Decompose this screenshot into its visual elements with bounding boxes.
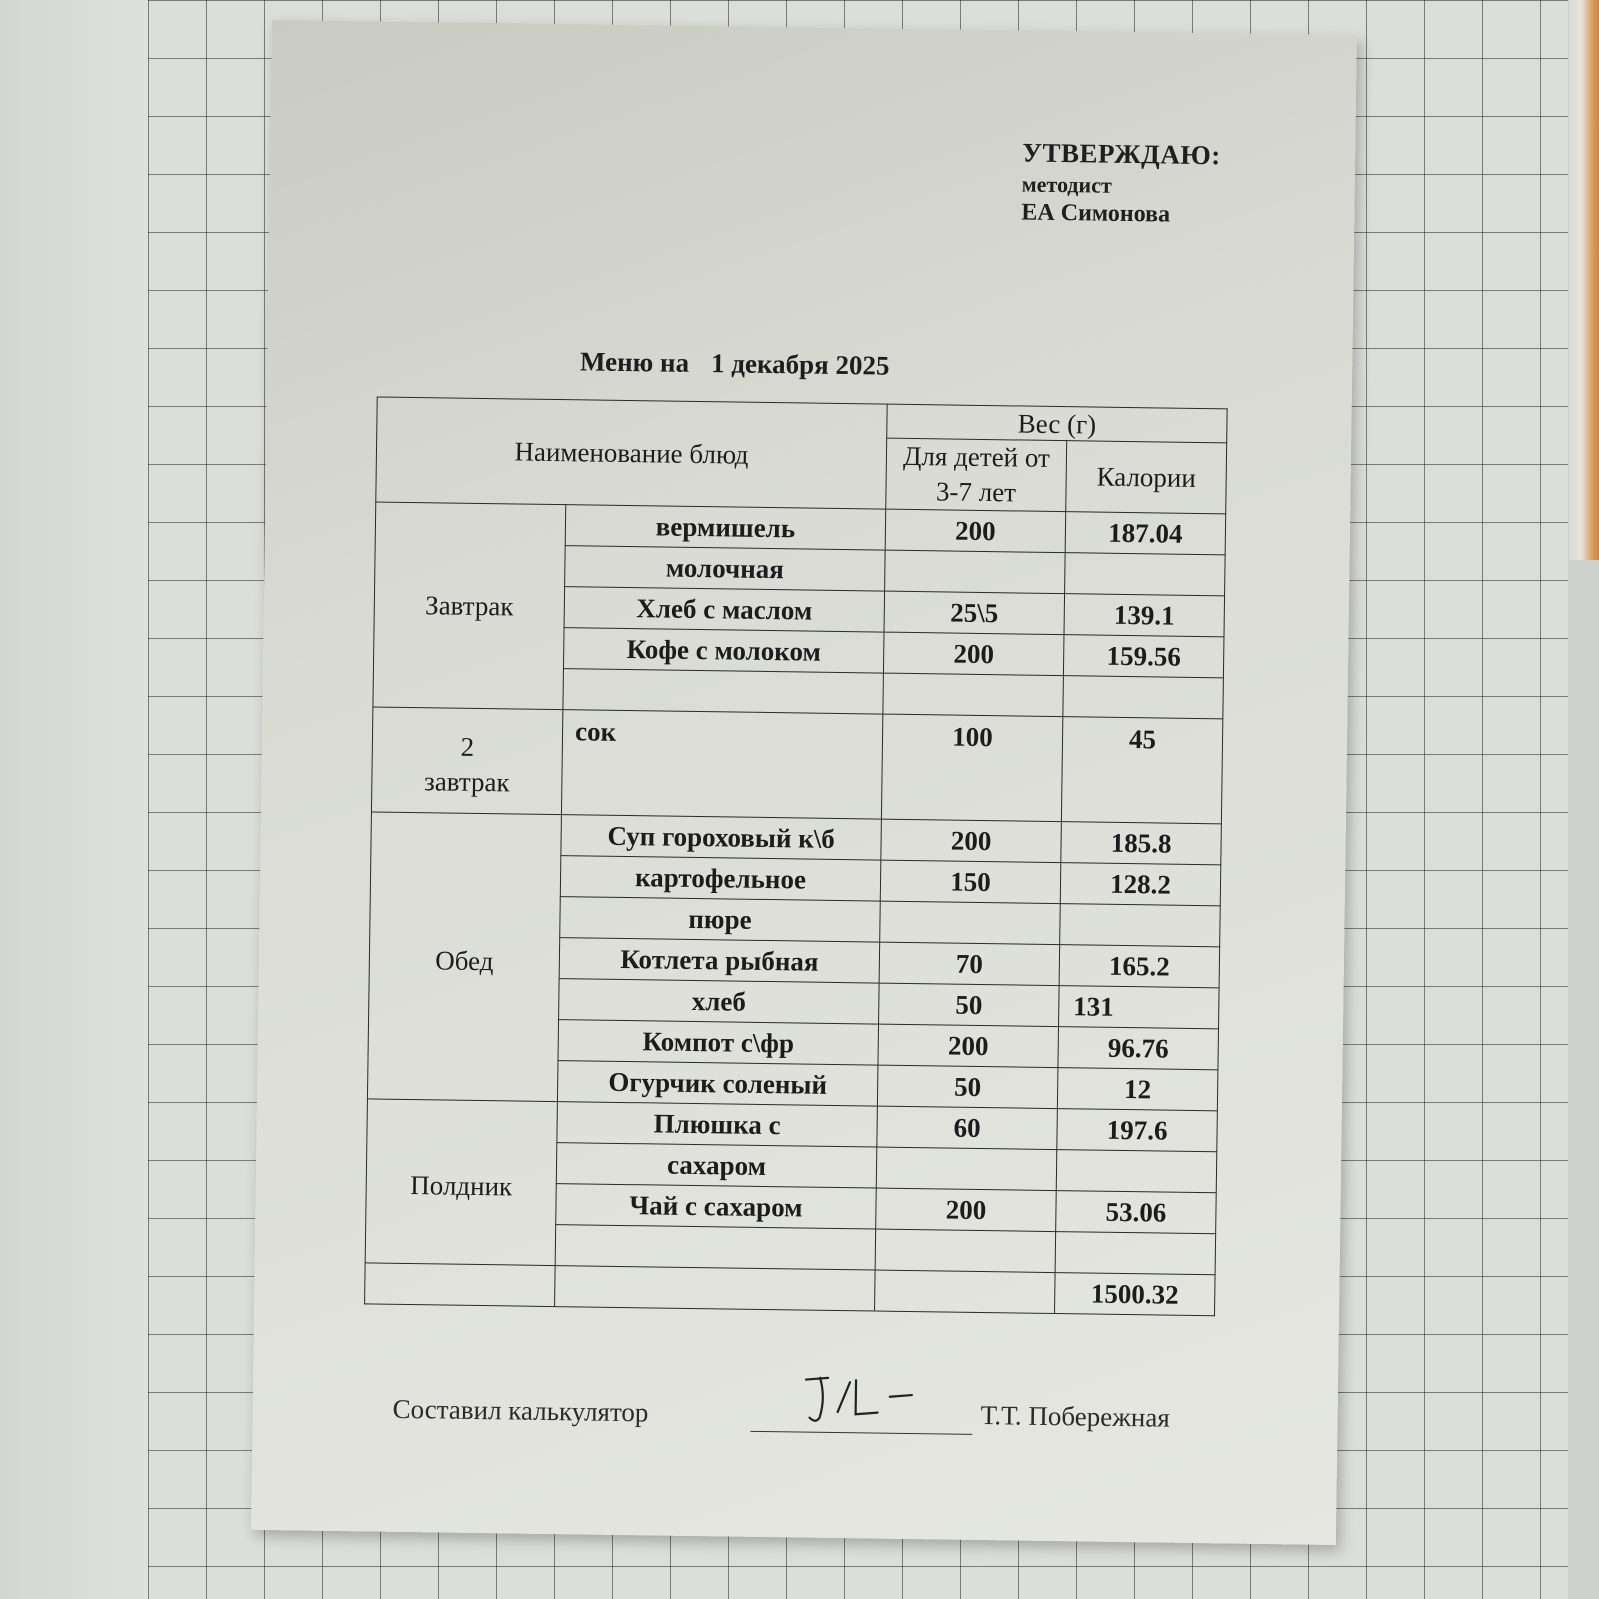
approval-name: ЕА Симонова	[1021, 199, 1171, 228]
calories-cell	[1060, 904, 1221, 947]
dish-cell: Хлеб с маслом	[564, 587, 885, 632]
meal-second-breakfast-line2: завтрак	[423, 766, 510, 798]
weight-cell: 25\5	[884, 591, 1065, 635]
weight-cell	[875, 1229, 1056, 1273]
footer-label: Составил калькулятор	[392, 1393, 649, 1428]
approval-role: методист	[1021, 171, 1112, 198]
dish-cell: молочная	[565, 546, 886, 591]
compiler-name: Т.Т. Побережная	[980, 1400, 1170, 1433]
weight-cell	[883, 673, 1064, 717]
calories-cell	[1063, 676, 1224, 719]
dish-cell: вермишель	[565, 505, 886, 550]
calories-cell	[1056, 1150, 1217, 1193]
weight-cell: 200	[881, 819, 1062, 863]
dish-cell: Огурчик соленый	[557, 1061, 878, 1106]
calories-cell: 197.6	[1057, 1109, 1218, 1152]
meal-second-breakfast-line1: 2	[460, 731, 475, 762]
calories-cell: 96.76	[1058, 1027, 1219, 1070]
footer	[392, 1384, 1293, 1457]
calories-cell: 139.1	[1064, 594, 1225, 637]
approval-block	[1021, 136, 1221, 230]
header-row	[377, 397, 1227, 443]
calories-cell: 131	[1059, 986, 1220, 1029]
signature-image	[797, 1367, 918, 1433]
total-empty-cell	[875, 1270, 1056, 1314]
dish-cell: Кофе с молоком	[563, 628, 884, 673]
orange-edge	[1569, 0, 1599, 560]
calories-cell	[1055, 1232, 1216, 1275]
dish-cell: картофельное	[560, 856, 881, 901]
approval-title: УТВЕРЖДАЮ:	[1022, 137, 1221, 171]
dish-cell: Чай с сахаром	[556, 1184, 877, 1229]
weight-cell	[880, 901, 1061, 945]
menu-document	[251, 20, 1357, 1545]
header-dish: Наименование блюд	[376, 397, 887, 509]
header-children: Для детей от 3-7 лет	[886, 438, 1067, 512]
dish-cell: Котлета рыбная	[559, 938, 880, 983]
menu-table	[364, 396, 1228, 1316]
table-row	[371, 707, 1222, 824]
weight-cell: 60	[877, 1106, 1058, 1150]
dish-cell: Плюшка с	[557, 1102, 878, 1147]
meal-lunch: Обед	[367, 812, 561, 1102]
weight-cell: 200	[885, 509, 1066, 553]
total-empty-cell	[365, 1263, 556, 1307]
meal-snack: Полдник	[365, 1099, 557, 1266]
dish-cell: хлеб	[559, 979, 880, 1024]
weight-cell: 50	[879, 983, 1060, 1027]
menu-title-date: 1 декабря 2025	[710, 348, 890, 381]
calories-cell: 185.8	[1061, 822, 1222, 865]
calories-cell: 159.56	[1063, 635, 1224, 678]
dish-cell: сок	[561, 710, 882, 819]
calories-cell: 187.04	[1065, 512, 1226, 555]
meal-breakfast: Завтрак	[373, 502, 566, 710]
calories-cell: 45	[1061, 717, 1222, 824]
menu-title-prefix: Меню на	[579, 346, 690, 378]
weight-cell	[876, 1147, 1057, 1191]
calories-cell: 165.2	[1059, 945, 1220, 988]
weight-cell	[885, 550, 1066, 594]
weight-cell: 150	[880, 860, 1061, 904]
weight-cell: 200	[876, 1188, 1057, 1232]
background-sheet	[0, 0, 148, 1599]
dish-cell: Суп гороховый к\б	[561, 815, 882, 860]
menu-title	[267, 342, 1352, 388]
dish-cell	[555, 1225, 876, 1270]
weight-cell: 70	[879, 942, 1060, 986]
weight-cell: 200	[878, 1024, 1059, 1068]
calories-cell	[1065, 553, 1226, 596]
weight-cell: 50	[877, 1065, 1058, 1109]
dish-cell: сахаром	[556, 1143, 877, 1188]
dish-cell: пюре	[560, 897, 881, 942]
calories-cell: 128.2	[1060, 863, 1221, 906]
meal-second-breakfast	[371, 707, 562, 815]
header-calories: Калории	[1066, 441, 1227, 514]
calories-cell: 12	[1057, 1068, 1218, 1111]
calories-cell: 53.06	[1056, 1191, 1217, 1234]
dish-cell: Компот с\фр	[558, 1020, 879, 1065]
weight-cell: 200	[883, 632, 1064, 676]
weight-cell: 100	[881, 714, 1062, 822]
total-empty-cell	[555, 1266, 876, 1311]
header-weight: Вес (г)	[887, 404, 1227, 443]
dish-cell	[563, 669, 884, 714]
total-calories: 1500.32	[1055, 1273, 1216, 1316]
